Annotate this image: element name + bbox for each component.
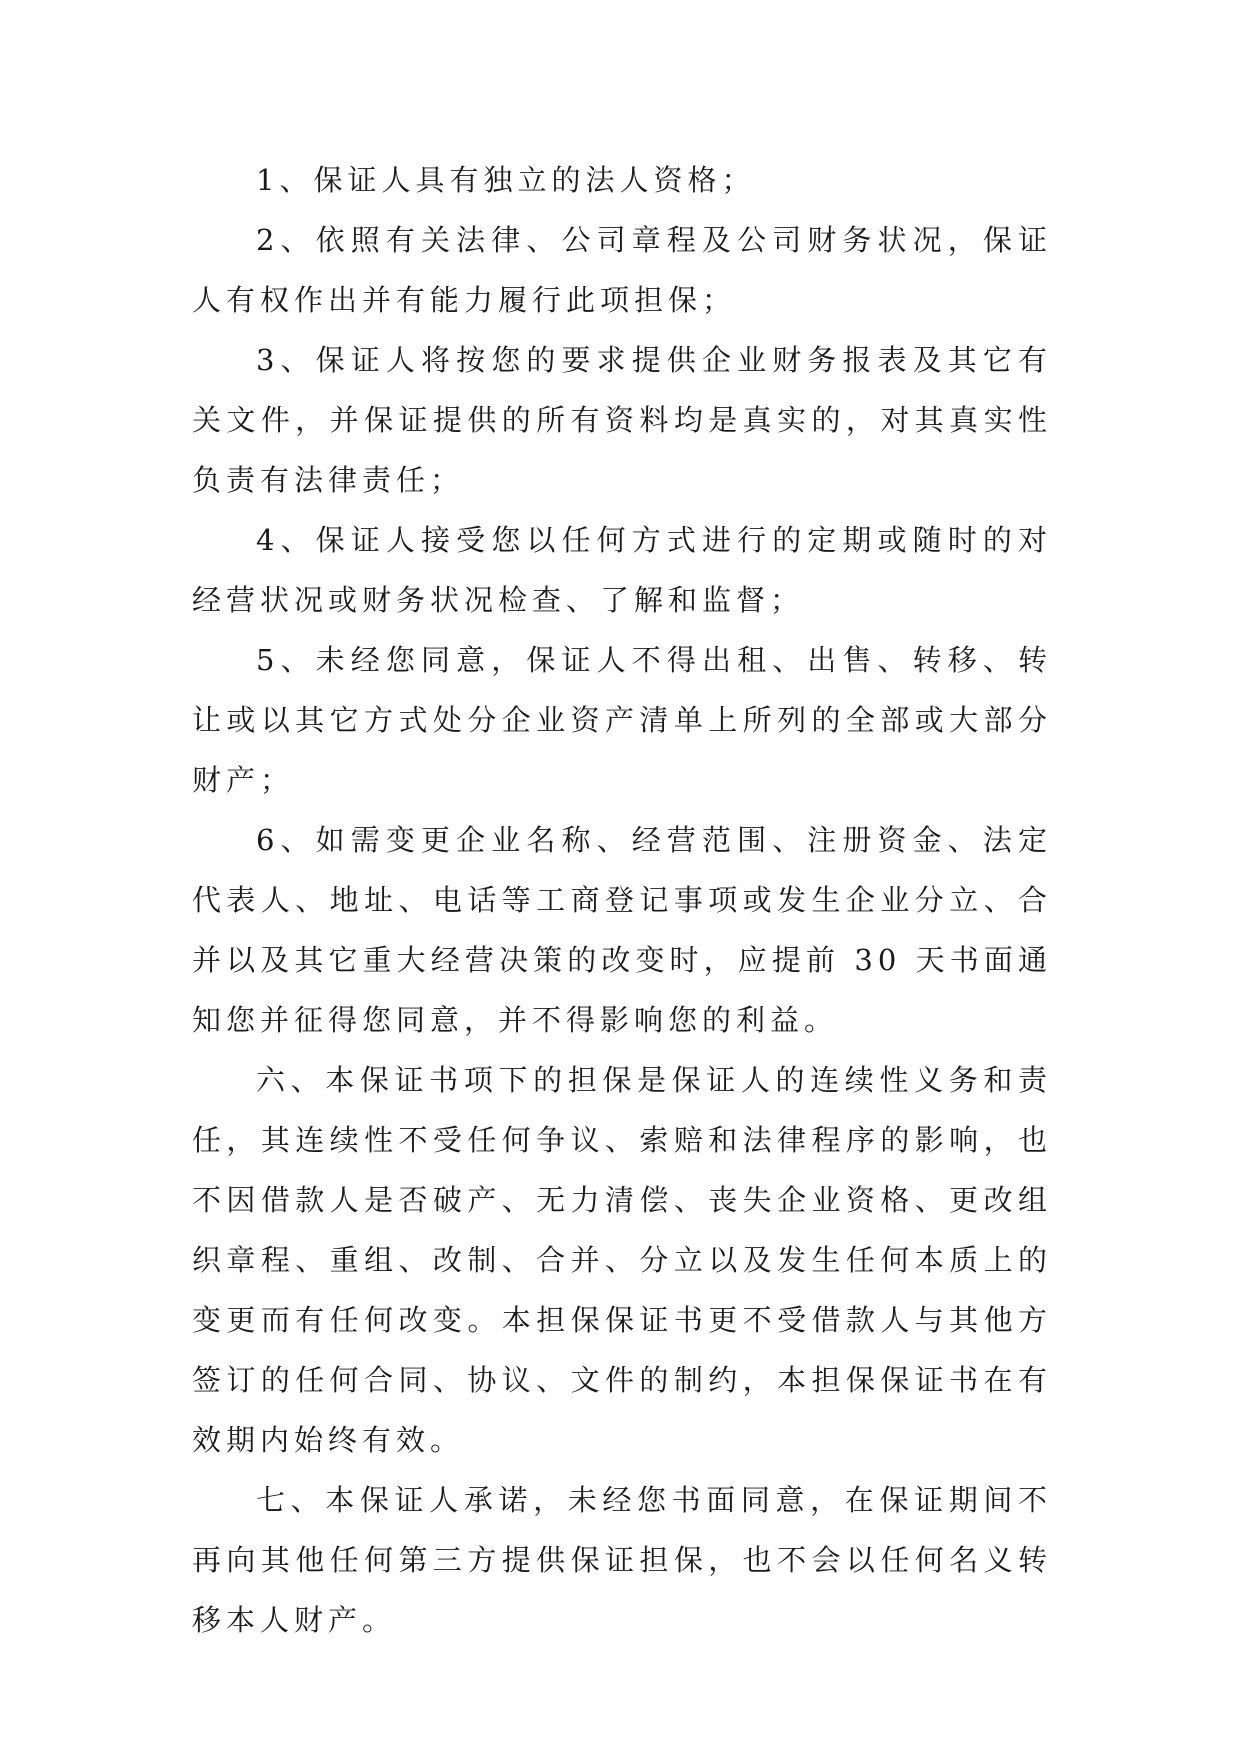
clause-6: 6、如需变更企业名称、经营范围、注册资金、法定代表人、地址、电话等工商登记事项或发生企业分立、合并以及其它重大经营决策的改变时，应提前 30 天书面通知您并征得您同意，并不得影响您的利益。 [192, 823, 1052, 1037]
section-seven: 七、本保证人承诺，未经您书面同意，在保证期间不再向其他任何第三方提供保证担保，也不会以任何名义转移本人财产。 [192, 1483, 1052, 1637]
clause-2: 2、依照有关法律、公司章程及公司财务状况，保证人有权作出并有能力履行此项担保； [192, 223, 1052, 317]
clause-3: 3、保证人将按您的要求提供企业财务报表及其它有关文件，并保证提供的所有资料均是真实的，对其真实性负责有法律责任； [192, 343, 1052, 497]
section-six: 六、本保证书项下的担保是保证人的连续性义务和责任，其连续性不受任何争议、索赔和法律程序的影响，也不因借款人是否破产、无力清偿、丧失企业资格、更改组织章程、重组、改制、合并、分立以及发生任何本质上的变更而有任何改变。本担保保证书更不受借款人与其他方签订的任何合同、协议、文件的制约，本担保保证书在有效期内始终有效。 [192, 1063, 1052, 1457]
clause-4: 4、保证人接受您以任何方式进行的定期或随时的对经营状况或财务状况检查、了解和监督； [192, 523, 1052, 617]
document-body [192, 150, 1052, 1650]
clause-1: 1、保证人具有独立的法人资格； [256, 163, 756, 197]
clause-5: 5、未经您同意，保证人不得出租、出售、转移、转让或以其它方式处分企业资产清单上所列的全部或大部分财产； [192, 643, 1052, 797]
